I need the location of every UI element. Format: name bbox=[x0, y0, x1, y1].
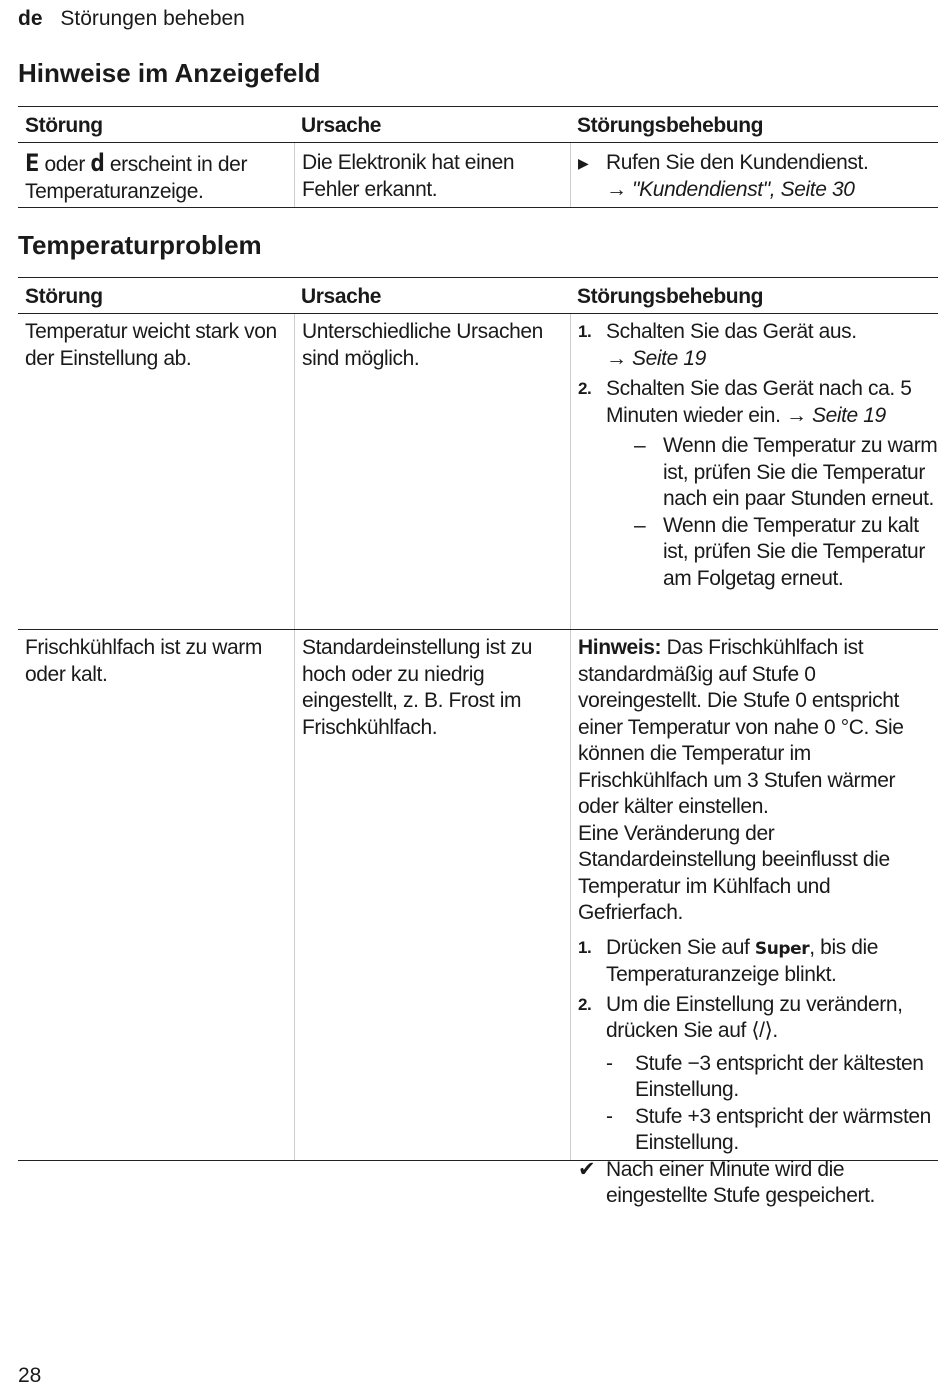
column-header-cause: Ursache bbox=[301, 114, 382, 137]
step-item bbox=[578, 992, 938, 1045]
remedy-action: Rufen Sie den Kundendienst. bbox=[606, 151, 869, 174]
segment-e-symbol: E bbox=[25, 149, 40, 177]
super-key-label: Super bbox=[754, 938, 810, 959]
column-header-remedy: Störungsbehebung bbox=[577, 285, 764, 308]
table-header-row bbox=[18, 107, 938, 143]
step-text: Schalten Sie das Gerät aus. bbox=[606, 320, 857, 343]
column-header-fault: Störung bbox=[25, 285, 103, 308]
sub-item bbox=[578, 1104, 938, 1157]
result-text: Nach einer Minute wird die eingestellte Stufe gespeichert. bbox=[606, 1157, 875, 1207]
fault-cell bbox=[18, 143, 294, 207]
step-number: 2. bbox=[578, 994, 592, 1014]
cross-reference-link[interactable]: → Seite 19 bbox=[606, 346, 706, 370]
step-text: Um die Einstellung zu verändern, drücken Sie auf ⟨/⟩. bbox=[606, 992, 903, 1042]
sub-item-text: Stufe −3 entspricht der kältesten Einstellung. bbox=[635, 1051, 924, 1101]
manual-page bbox=[18, 0, 938, 1392]
dash-bullet: – bbox=[634, 434, 646, 457]
column-header-remedy: Störungsbehebung bbox=[577, 114, 764, 137]
segment-d-symbol: d bbox=[90, 149, 105, 177]
cause-cell: Standardeinstellung ist zu hoch oder zu niedrig eingestellt, z. B. Frost im Frischkühlfach. bbox=[294, 630, 570, 1160]
column-header-fault: Störung bbox=[25, 114, 103, 137]
temperature-table bbox=[18, 277, 938, 1207]
cause-cell: Unterschiedliche Ursachen sind möglich. bbox=[294, 314, 570, 629]
remedy-cell bbox=[570, 314, 938, 629]
sub-item bbox=[578, 513, 938, 593]
step-number: 1. bbox=[578, 322, 592, 341]
table-row bbox=[18, 630, 938, 1207]
dash-bullet: - bbox=[606, 1104, 613, 1128]
step-item bbox=[578, 319, 938, 372]
column-header-cause: Ursache bbox=[301, 285, 382, 308]
display-notes-table bbox=[18, 106, 938, 208]
remedy-cell bbox=[570, 630, 938, 1207]
dash-bullet: - bbox=[606, 1051, 613, 1075]
triangle-bullet-icon: ▶ bbox=[578, 155, 589, 171]
cross-reference-link[interactable]: → Seite 19 bbox=[785, 403, 886, 427]
step-text-end: , bis die Temperaturanzeige blinkt. bbox=[606, 935, 879, 986]
section-title-display-notes: Hinweise im Anzeigefeld bbox=[18, 58, 321, 88]
language-code: de bbox=[18, 7, 43, 30]
table-header-row bbox=[18, 278, 938, 314]
dash-bullet: – bbox=[634, 513, 646, 537]
page-number: 28 bbox=[18, 1364, 42, 1387]
step-text: Schalten Sie das Gerät nach ca. 5 Minuten wieder ein. bbox=[606, 377, 912, 427]
step-number: 2. bbox=[578, 379, 592, 398]
cause-cell: Die Elektronik hat einen Fehler erkannt. bbox=[294, 143, 570, 207]
sub-item-text: Stufe +3 entspricht der wärmsten Einstellung. bbox=[635, 1104, 931, 1154]
cross-reference-link[interactable]: → "Kundendienst", Seite 30 bbox=[606, 177, 855, 201]
note-text: Das Frischkühlfach ist standardmäßig auf Stufe 0 voreingestellt. Die Stufe 0 entspricht einer Temperatur von nahe 0 °C. Sie können die Temperatur im Frischkühlfach um 3 Stufen wärmer oder kälter einstellen. bbox=[578, 636, 904, 818]
chapter-title: Störungen beheben bbox=[60, 7, 245, 30]
step-text: Drücken Sie auf bbox=[606, 935, 755, 959]
fault-cell: Frischkühlfach ist zu warm oder kalt. bbox=[25, 636, 262, 686]
result-item bbox=[578, 1157, 938, 1210]
sub-item bbox=[578, 1051, 938, 1104]
table-row bbox=[18, 143, 938, 208]
table-row bbox=[18, 314, 938, 630]
sub-item-text: Wenn die Temperatur zu warm ist, prüfen Sie die Temperatur nach ein paar Stunden erneut. bbox=[663, 434, 938, 510]
checkmark-icon: ✔ bbox=[578, 1157, 596, 1181]
sub-item-text: Wenn die Temperatur zu kalt ist, prüfen Sie die Temperatur am Folgetag erneut. bbox=[663, 513, 925, 590]
note-label: Hinweis: bbox=[578, 636, 662, 659]
fault-text-mid: oder bbox=[39, 153, 91, 176]
remedy-cell bbox=[570, 143, 938, 207]
sub-item bbox=[578, 433, 938, 513]
step-item bbox=[578, 376, 938, 429]
step-number: 1. bbox=[578, 937, 592, 957]
note-paragraph bbox=[578, 635, 938, 821]
section-title-temperature: Temperaturproblem bbox=[18, 230, 262, 260]
fault-text: erscheint in der Temperaturanzeige. bbox=[25, 153, 248, 203]
step-item bbox=[578, 935, 938, 989]
fault-cell: Temperatur weicht stark von der Einstellung ab. bbox=[25, 320, 277, 370]
note-text-2: Eine Veränderung der Standardeinstellung beeinflusst die Temperatur im Kühlfach und Gefrierfach. bbox=[578, 821, 890, 924]
page-header bbox=[18, 7, 245, 31]
